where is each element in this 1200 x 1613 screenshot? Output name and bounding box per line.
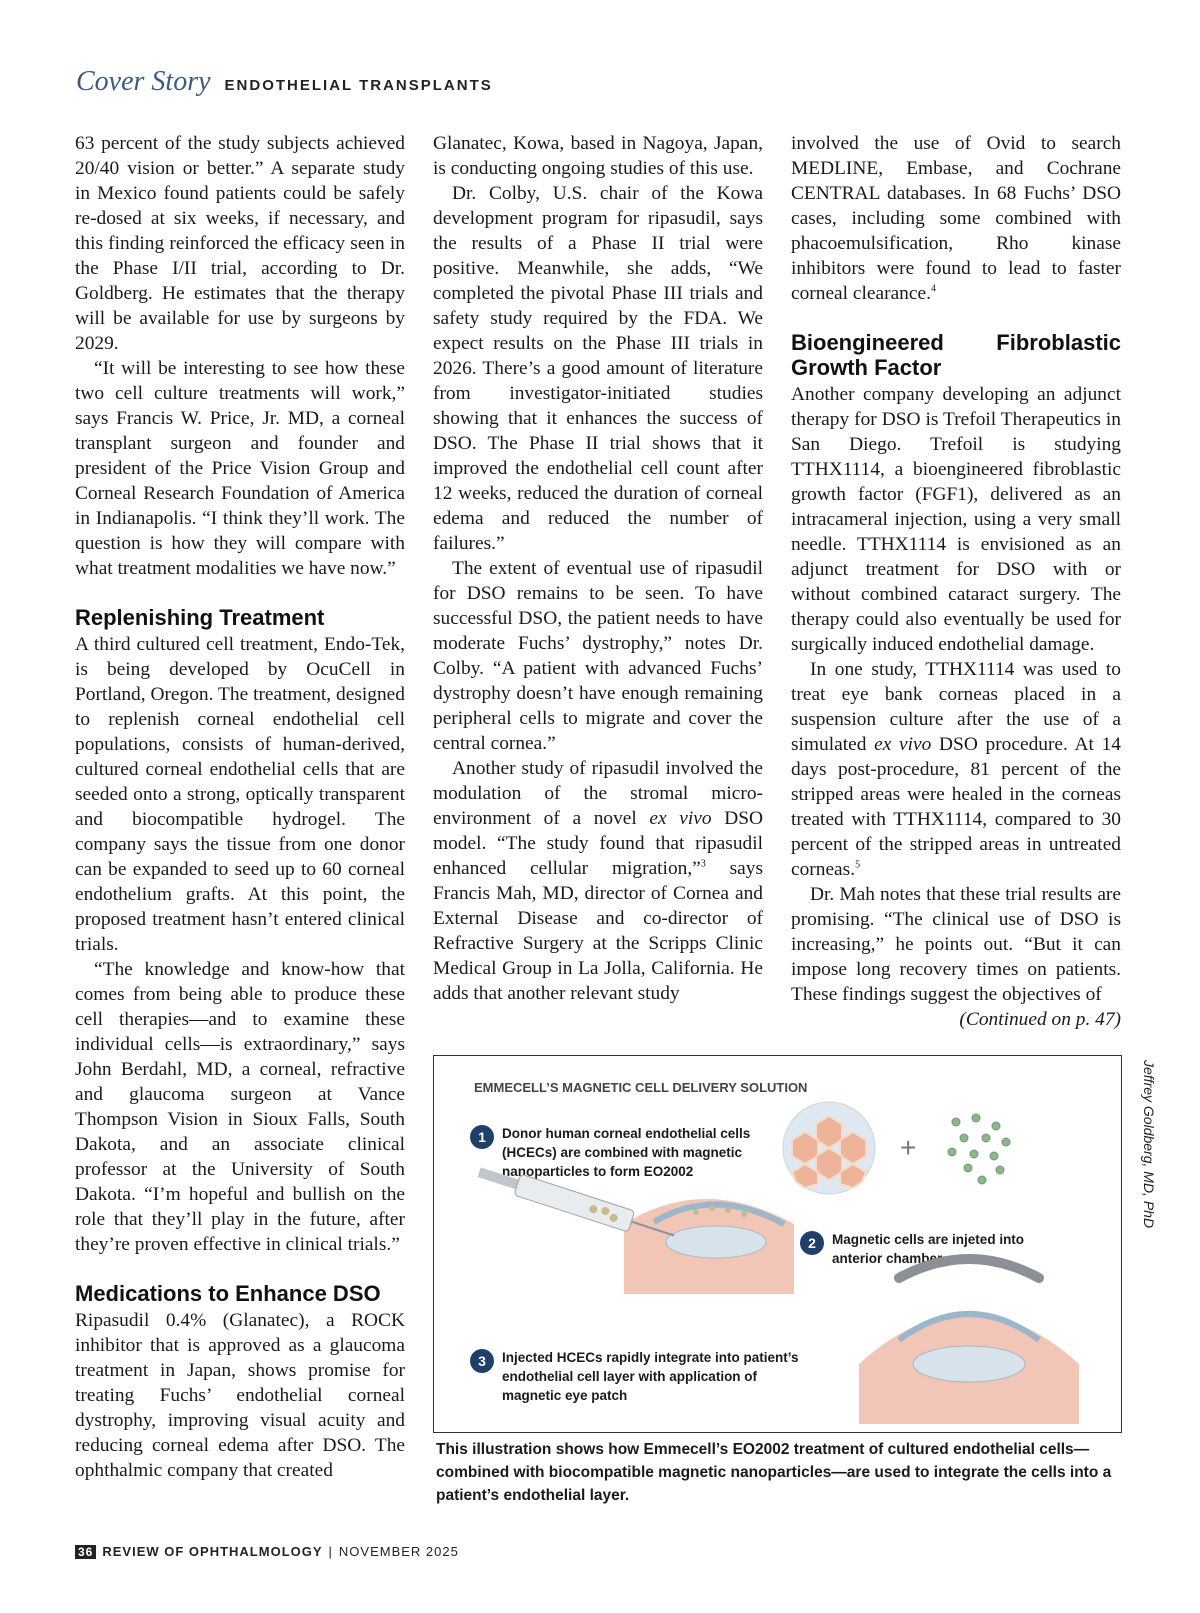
subheading-medications: Medications to Enhance DSO xyxy=(75,1281,381,1306)
paragraph xyxy=(433,756,763,1006)
subheading-bioengineered: Bioengineered Fibroblastic Growth Factor xyxy=(791,330,1121,380)
paragraph: The extent of eventual use of ripasudil for DSO remains to be seen. To have successful DSO, the patient needs to have moderate Fuchs’ dystrophy,” notes Dr. Colby. “A patient with advanced Fuchs’ dystrophy doesn’t have enough remaining peripheral cells to migrate and cover the central cornea.” xyxy=(433,558,763,754)
column-1 xyxy=(75,131,405,1483)
paragraph: Glanatec, Kowa, based in Nagoya, Japan, is conducting ongoing studies of this use. xyxy=(433,133,763,179)
plus-sign: + xyxy=(900,1132,917,1163)
subheading-replenishing: Replenishing Treatment xyxy=(75,605,325,630)
text-run: says Francis Mah, MD, director of Cornea and External Disease and co-director of Refractive Surgery at the Scripps Clinic Medical Group in La Jolla, California. He adds that another relevant study xyxy=(433,858,763,1004)
section-title: ENDOTHELIAL TRANSPLANTS xyxy=(224,77,493,94)
issue-date: NOVEMBER 2025 xyxy=(338,1544,459,1559)
photo-credit xyxy=(1140,1060,1160,1240)
nanoparticles-icon xyxy=(942,1108,1022,1188)
text-run: DSO procedure. At 14 days post-procedure, 81 percent of the stripped areas were healed in the corneas treated with TTHX1114, compared to 30 percent of the stripped areas in untreated corneas. xyxy=(791,734,1121,880)
text-run: In one study, TTHX1114 was used to treat eye bank corneas placed in a suspension culture after the use of a simulated xyxy=(791,659,1121,755)
publication-name: REVIEW OF OPHTHALMOLOGY xyxy=(102,1544,323,1559)
text-run: involved the use of Ovid to search MEDLINE, Embase, and Cochrane CENTRAL databases. In 68 Fuchs’ DSO cases, including some combined with phacoemulsification, Rho kinase inhibitors were found to lead to faster corneal clearance. xyxy=(791,133,1121,304)
cover-story-kicker: Cover Story xyxy=(76,66,211,97)
page-header xyxy=(76,66,493,98)
paragraph: Dr. Mah notes that these trial results are promising. “The clinical use of DSO is increasing,” he points out. “But it can impose long recovery times on patients. These findings suggest the objectives of xyxy=(791,884,1121,1005)
text-run: DSO model. “The study found that ripasudil enhanced cellular migration,” xyxy=(433,808,764,879)
text-run: Another study of ripasudil involved the modulation of the stromal micro-environment of a novel xyxy=(433,758,763,829)
figure-step-3 xyxy=(470,1348,800,1405)
paragraph: 63 percent of the study subjects achieved 20/40 vision or better.” A separate study in Mexico found patients could be safely re-dosed at six weeks, if necessary, and this finding reinforced the efficacy seen in the Phase I/II trial, according to Dr. Goldberg. He estimates that the therapy will be available for use by surgeons by 2029. xyxy=(75,133,405,354)
step-text: Injected HCECs rapidly integrate into patient’s endothelial cell layer with application of magnetic eye patch xyxy=(502,1350,799,1403)
paragraph: “The knowledge and know-how that comes from being able to produce these cell therapies—and to examine these individual cells—is extraordinary,” says John Berdahl, MD, a corneal, refractive and glaucoma surgeon at Vance Thompson Vision in Sioux Falls, South Dakota, and an associate clinical professor at the University of South Dakota. “I’m hopeful and bullish on the role that they’ll play in the future, after they’re proven effective in clinical trials.” xyxy=(75,959,405,1255)
column-2 xyxy=(433,131,763,1006)
paragraph xyxy=(791,657,1121,882)
paragraph: Ripasudil 0.4% (Glanatec), a ROCK inhibitor that is approved as a glaucoma treatment in Japan, shows promise for treating Fuchs’ endothelial corneal dystrophy, improving visual acuity and reducing corneal edema after DSO. The ophthalmic company that created xyxy=(75,1310,405,1481)
paragraph: “It will be interesting to see how these two cell culture treatments will work,” says Francis W. Price, Jr. MD, a corneal transplant surgeon and founder and president of the Price Vision Group and Corneal Research Foundation of America in Indianapolis. “I think they’ll work. The question is how they will compare with what treatment modalities we have now.” xyxy=(75,358,405,579)
reference-mark: 4 xyxy=(930,283,936,295)
step-text: Magnetic cells are injeted into anterior chamber xyxy=(832,1232,1025,1266)
step-number: 1 xyxy=(470,1125,494,1149)
credit-text: Jeffrey Goldberg, MD, PhD xyxy=(1141,1060,1157,1229)
eye-magnetic-patch-illustration xyxy=(839,1244,1099,1424)
step-number: 3 xyxy=(470,1349,494,1373)
column-3 xyxy=(791,131,1121,1032)
paragraph: Another company developing an adjunct therapy for DSO is Trefoil Therapeutics in San Diego. Trefoil is studying TTHX1114, a bioengineered fibroblastic growth factor (FGF1), delivered as an intracameral injection, using a very small needle. TTHX1114 is envisioned as an adjunct treatment for DSO with or without combined cataract surgery. The therapy could also eventually be used for surgically induced endothelial damage. xyxy=(791,384,1121,655)
paragraph: Dr. Colby, U.S. chair of the Kowa development program for ripasudil, says the results of a Phase II trial were positive. Meanwhile, she adds, “We completed the pivotal Phase III trials and safety study required by the FDA. We expect results on the Phase III trials in 2026. There’s a good amount of literature from investigator-initiated studies showing that it enhances the success of DSO. The Phase II trial shows that it improved the endothelial cell count after 12 weeks, reduced the duration of corneal edema and reduced the number of failures.” xyxy=(433,183,763,554)
italic-run: ex vivo xyxy=(874,734,932,755)
italic-run: ex vivo xyxy=(649,808,712,829)
paragraph: A third cultured cell treatment, Endo-Tek, is being developed by OcuCell in Portland, Oregon. The treatment, designed to replenish corneal endothelial cell populations, consists of human-derived, cultured corneal endothelial cells that are seeded onto a strong, optically transparent and biocompatible hydrogel. The company says the tissue from one donor can be expanded to seed up to 60 corneal endothelium grafts. At this point, the proposed treatment hasn’t entered clinical trials. xyxy=(75,634,405,955)
paragraph xyxy=(791,131,1121,306)
footer-separator: | xyxy=(328,1544,333,1559)
reference-mark: 3 xyxy=(700,858,706,870)
step-text: Donor human corneal endothelial cells (HCECs) are combined with magnetic nanoparticles to form EO2002 xyxy=(502,1126,751,1179)
page-number: 36 xyxy=(75,1545,96,1559)
reference-mark: 5 xyxy=(855,859,861,871)
continued-note: (Continued on p. 47) xyxy=(959,1009,1121,1030)
figure-title: EMMECELL’S MAGNETIC CELL DELIVERY SOLUTION xyxy=(474,1080,808,1095)
page-footer xyxy=(75,1544,459,1559)
figure-illustration xyxy=(433,1055,1122,1433)
figure-caption: This illustration shows how Emmecell’s EO2002 treatment of cultured endothelial cells—combined with biocompatible magnetic nanoparticles—are used to integrate the cells into a patient’s endothelial layer. xyxy=(436,1441,1112,1504)
step-number: 2 xyxy=(800,1231,824,1255)
injection-eye-illustration xyxy=(464,1164,804,1294)
